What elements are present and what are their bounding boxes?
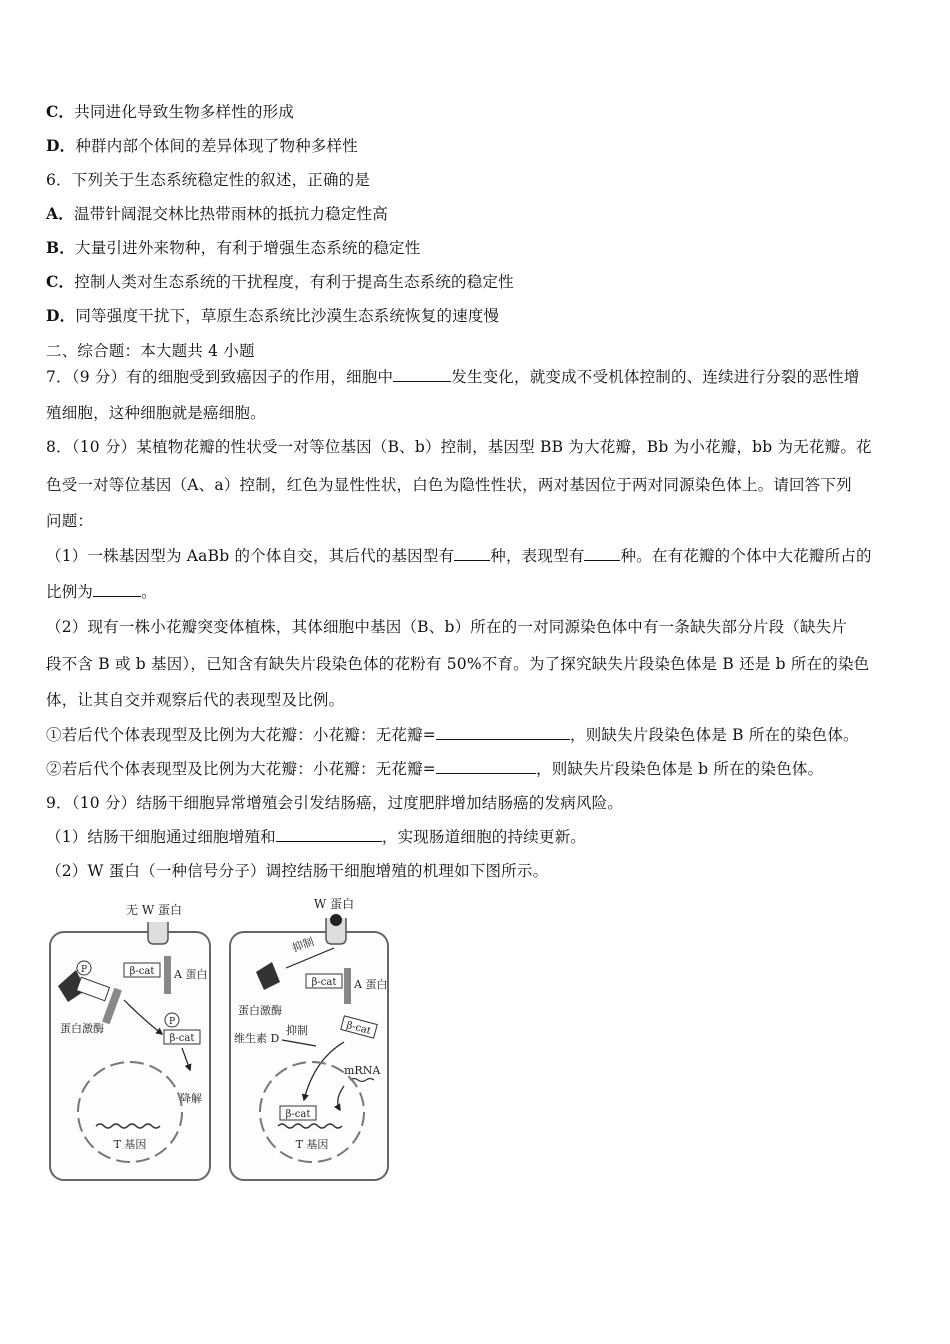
q8-1-text-a: （1）一株基因型为 AaBb 的个体自交，其后代的基因型有 — [46, 547, 455, 565]
phosphate-label-1: P — [80, 965, 88, 975]
q9-1-text-a: （1）结肠干细胞通过细胞增殖和 — [46, 828, 276, 846]
answer-blank[interactable] — [584, 546, 620, 561]
q7-text-a: 7．（9 分）有的细胞受到致癌因子的作用，细胞中 — [46, 368, 394, 386]
option-d-line-q5 — [46, 134, 358, 156]
question-9-part-1 — [46, 825, 586, 847]
question-7-line-2: 殖细胞，这种细胞就是癌细胞。 — [46, 404, 266, 422]
q8-1-text-d: 比例为 — [46, 583, 94, 601]
option-text: 大量引进外来物种，有利于增强生态系统的稳定性 — [75, 239, 421, 257]
option-c-line-q6 — [46, 270, 514, 292]
vitamin-d-label: 维生素 D — [234, 1032, 280, 1045]
option-text: 种群内部个体间的差异体现了物种多样性 — [75, 137, 358, 155]
q9-1-text-b: ，实现肠道细胞的持续更新。 — [381, 828, 586, 846]
right-title: W 蛋白 — [313, 897, 355, 911]
section-heading: 二、综合题：本大题共 4 小题 — [46, 342, 255, 360]
a-protein-label-1: A 蛋白 — [174, 968, 208, 981]
receptor-icon — [148, 922, 168, 944]
case-2-text-b: ，则缺失片段染色体是 b 所在的染色体。 — [536, 760, 824, 778]
answer-blank[interactable] — [393, 367, 451, 382]
bcat-label-2: β-cat — [169, 1033, 195, 1044]
question-9-stem: 9．（10 分）结肠干细胞异常增殖会引发结肠癌，过度肥胖增加结肠癌的发病风险。 — [46, 794, 624, 812]
inhibit-label-1: 抑制 — [290, 935, 316, 955]
option-c-line-q5 — [46, 100, 294, 122]
w-protein-pathway-figure — [44, 890, 394, 1185]
a-protein-bar-icon — [344, 968, 351, 1004]
answer-blank[interactable] — [454, 546, 490, 561]
question-8-line-3: 问题： — [46, 512, 94, 530]
question-8-part-1-cont — [46, 580, 157, 602]
a-protein-bar-icon — [164, 956, 171, 994]
mrna-label: mRNA — [344, 1064, 381, 1077]
question-6-stem: 6．下列关于生态系统稳定性的叙述，正确的是 — [46, 171, 371, 189]
question-8-line-1: 8．（10 分）某植物花瓣的性状受一对等位基因（B、b）控制，基因型 BB 为大花瓣，Bb 为小花瓣，bb 为无花瓣。花 — [46, 438, 872, 456]
kinase-label-2: 蛋白激酶 — [238, 1004, 282, 1017]
option-text: 同等强度干扰下，草原生态系统比沙漠生态系统恢复的速度慢 — [75, 307, 500, 325]
left-cell — [50, 903, 210, 1180]
answer-blank[interactable] — [276, 827, 382, 842]
bcat-label-5: β-cat — [285, 1109, 311, 1120]
q7-text-b: 发生变化，就变成不受机体控制的、连续进行分裂的恶性增 — [451, 368, 860, 386]
question-8-case-1 — [46, 723, 859, 745]
option-letter: C． — [46, 102, 75, 121]
option-text: 温带针阔混交林比热带雨林的抵抗力稳定性高 — [73, 205, 388, 223]
phosphate-label-2: P — [168, 1017, 176, 1027]
case-1-text-a: ①若后代个体表现型及比例为大花瓣：小花瓣：无花瓣= — [46, 726, 436, 744]
question-9-part-2: （2）W 蛋白（一种信号分子）调控结肠干细胞增殖的机理如下图所示。 — [46, 862, 549, 880]
answer-blank[interactable] — [436, 759, 536, 774]
q8-1-text-b: 种，表现型有 — [490, 547, 585, 565]
bcat-label-3: β-cat — [311, 977, 337, 988]
option-text: 共同进化导致生物多样性的形成 — [74, 103, 295, 121]
option-letter: C． — [46, 272, 75, 291]
question-8-part-2-line-2: 段不含 B 或 b 基因），已知含有缺失片段染色体的花粉有 50%不育。为了探究缺失片段染色体是 B 还是 b 所在的染色 — [46, 655, 870, 673]
question-8-part-2-line-3: 体，让其自交并观察后代的表现型及比例。 — [46, 691, 345, 709]
option-a-line-q6 — [46, 202, 388, 224]
option-letter: D． — [46, 306, 76, 325]
option-d-line-q6 — [46, 304, 499, 326]
a-protein-label-2: A 蛋白 — [354, 978, 388, 991]
option-letter: B． — [46, 238, 76, 257]
option-text: 控制人类对生态系统的干扰程度，有利于提高生态系统的稳定性 — [74, 273, 514, 291]
option-b-line-q6 — [46, 236, 420, 258]
answer-blank[interactable] — [436, 725, 570, 740]
t-gene-label-2: T 基因 — [295, 1138, 329, 1151]
bcat-label-4: β-cat — [345, 1019, 372, 1037]
case-1-text-b: ，则缺失片段染色体是 B 所在的染色体。 — [570, 726, 859, 744]
kinase-label: 蛋白激酶 — [60, 1022, 104, 1035]
q8-1-text-e: 。 — [141, 583, 157, 601]
question-8-line-2: 色受一对等位基因（A、a）控制，红色为显性性状，白色为隐性性状，两对基因位于两对同源染色体上。请回答下列 — [46, 476, 852, 494]
question-7-line-1 — [46, 365, 859, 387]
w-protein-icon — [330, 914, 342, 926]
right-cell — [230, 897, 388, 1180]
option-letter: D． — [46, 136, 76, 155]
case-2-text-a: ②若后代个体表现型及比例为大花瓣：小花瓣：无花瓣= — [46, 760, 436, 778]
q8-1-text-c: 种。在有花瓣的个体中大花瓣所占的 — [620, 547, 872, 565]
left-title: 无 W 蛋白 — [126, 903, 182, 917]
t-gene-label-1: T 基因 — [113, 1138, 147, 1151]
question-8-part-2-line-1: （2）现有一株小花瓣突变体植株，其体细胞中基因（B、b）所在的一对同源染色体中有一条缺失部分片段（缺失片 — [46, 618, 848, 636]
question-8-case-2 — [46, 757, 823, 779]
option-letter: A． — [46, 204, 74, 223]
question-8-part-1 — [46, 544, 872, 566]
inhibit-label-2: 抑制 — [286, 1024, 308, 1037]
degrade-label: 降解 — [180, 1092, 202, 1105]
answer-blank[interactable] — [93, 582, 141, 597]
bcat-label-1: β-cat — [129, 966, 155, 977]
